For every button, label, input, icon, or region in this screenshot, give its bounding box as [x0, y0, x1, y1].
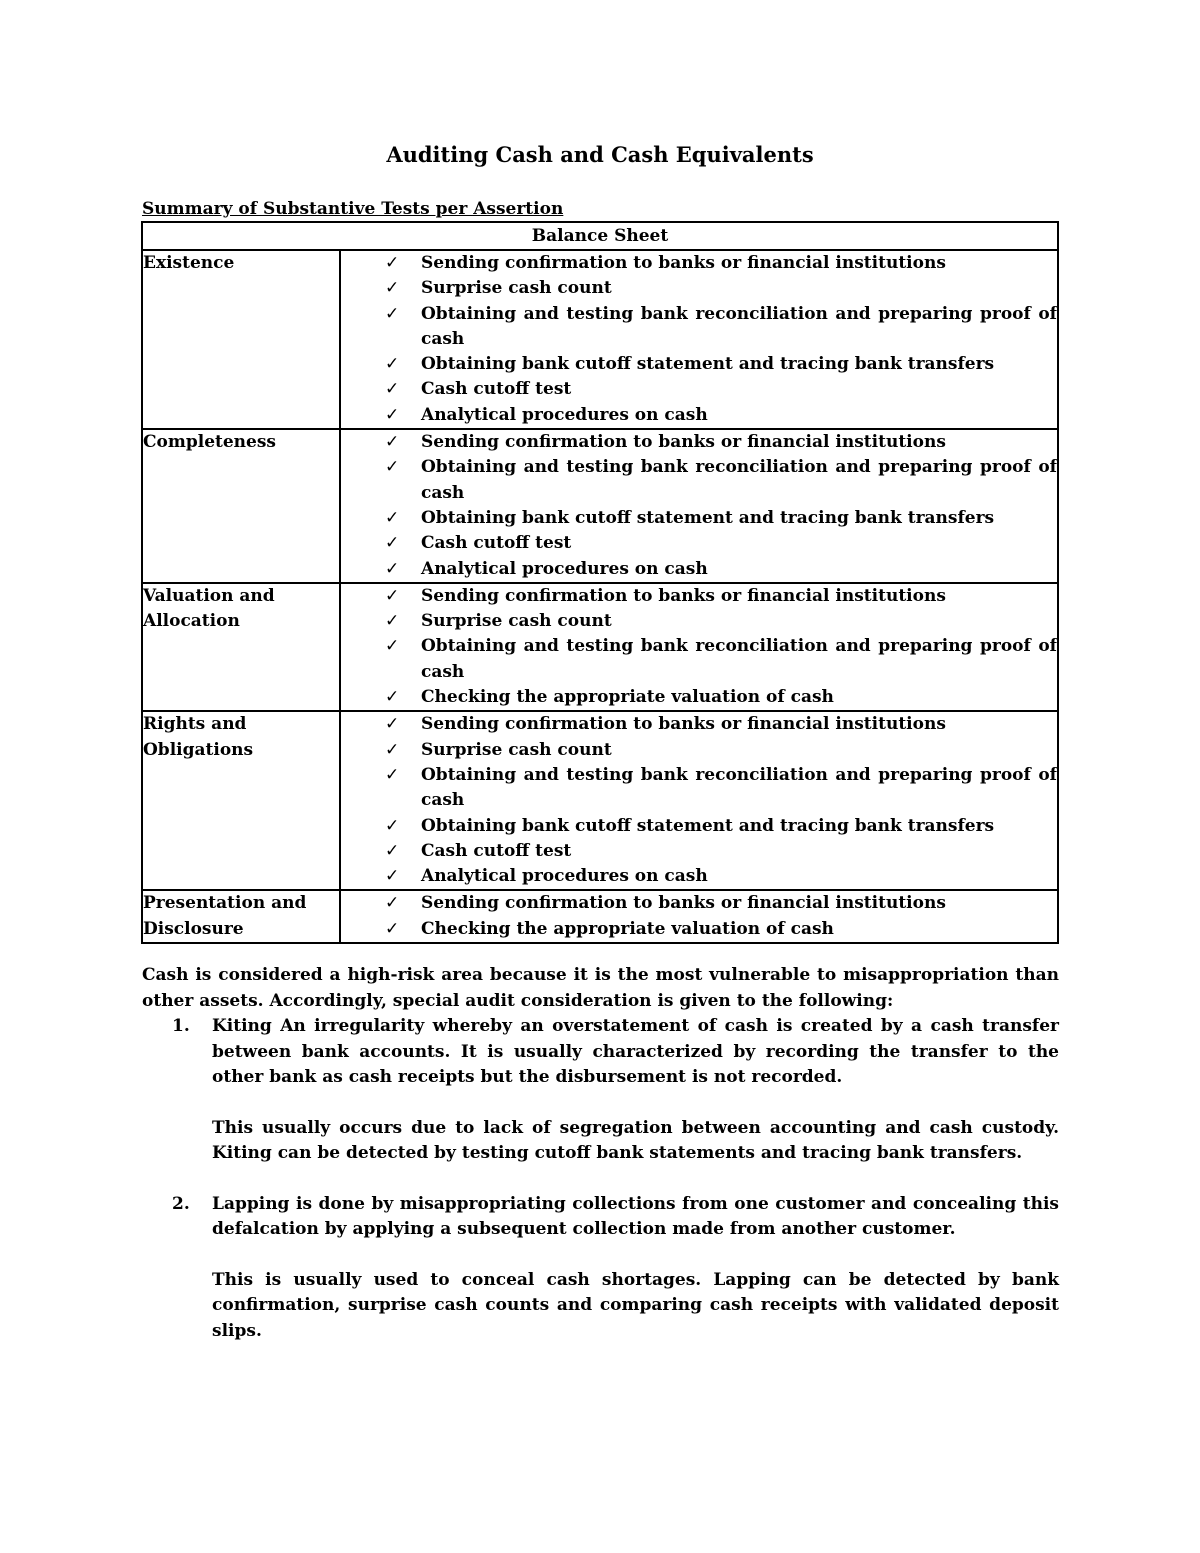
table-row [142, 429, 1058, 583]
table-row [142, 250, 1058, 429]
procedure-item [341, 584, 1057, 609]
checkmark-icon: ✓ [385, 714, 400, 735]
procedure-text: Cash cutoff test [421, 840, 572, 861]
checkmark-icon: ✓ [385, 253, 400, 273]
spacer [212, 1243, 1059, 1268]
checkmark-icon: ✓ [385, 739, 400, 760]
procedure-item [341, 531, 1057, 556]
checkmark-icon: ✓ [385, 764, 400, 785]
discussion-section [142, 963, 1059, 1344]
procedure-text: Obtaining bank cutoff statement and tracing bank transfers [421, 507, 995, 528]
assertion-cell: Rights and Obligations [142, 711, 340, 890]
procedure-list [341, 251, 1057, 428]
procedure-text: Sending confirmation to banks or financial institutions [421, 714, 946, 735]
procedure-item [341, 763, 1057, 814]
procedure-item [341, 455, 1057, 506]
table-row [142, 890, 1058, 943]
checkmark-icon: ✓ [385, 918, 400, 939]
checkmark-icon: ✓ [385, 866, 400, 887]
procedures-cell [340, 583, 1058, 711]
item-definition [212, 1192, 1059, 1243]
procedure-item [341, 403, 1057, 428]
procedure-item [341, 557, 1057, 582]
checkmark-icon: ✓ [385, 457, 400, 478]
procedure-item [341, 276, 1057, 301]
procedure-list [341, 430, 1057, 582]
item-definition-text: is done by misappropriating collections from one customer and concealing this defalcation by applying a subsequent collection made from another customer. [212, 1193, 1059, 1239]
assertion-cell: Existence [142, 250, 340, 429]
procedure-item [341, 302, 1057, 353]
procedure-text: Cash cutoff test [421, 533, 572, 554]
procedure-text: Analytical procedures on cash [421, 558, 708, 579]
procedure-text: Surprise cash count [421, 278, 612, 299]
procedure-text: Obtaining bank cutoff statement and tracing bank transfers [421, 354, 995, 375]
table-caption: Summary of Substantive Tests per Assertion [142, 199, 564, 219]
item-note: This usually occurs due to lack of segregation between accounting and cash custody. Kiting can be detected by testing cutoff bank statements and tracing bank transfers. [212, 1117, 1059, 1163]
item-number: 2. [172, 1193, 190, 1214]
spacer [142, 1167, 1059, 1192]
checkmark-icon: ✓ [385, 558, 400, 579]
table-header: Balance Sheet [142, 222, 1058, 250]
procedure-text: Sending confirmation to banks or financial institutions [421, 253, 946, 273]
document-title: Auditing Cash and Cash Equivalents [386, 142, 814, 167]
checkmark-icon: ✓ [385, 840, 400, 861]
list-item [142, 1014, 1059, 1167]
checkmark-icon: ✓ [385, 303, 400, 324]
procedure-item [341, 506, 1057, 531]
procedure-item [341, 864, 1057, 889]
procedure-item [341, 634, 1057, 685]
procedure-item [341, 839, 1057, 864]
procedure-list [341, 584, 1057, 710]
procedure-text: Obtaining and testing bank reconciliation and preparing proof of cash [421, 457, 1057, 503]
spacer [212, 1091, 1059, 1116]
checkmark-icon: ✓ [385, 354, 400, 375]
procedure-text: Analytical procedures on cash [421, 404, 708, 425]
procedures-cell [340, 711, 1058, 890]
procedure-list [341, 891, 1057, 942]
item-number: 1. [172, 1016, 190, 1036]
item-definition-text: An irregularity whereby an overstatement of cash is created by a cash transfer between bank accounts. It is usually characterized by recording the transfer to the other bank as cash receipts but the disbursement is not recorded. [212, 1016, 1060, 1087]
checkmark-icon: ✓ [385, 379, 400, 400]
item-term: Lapping [212, 1193, 290, 1214]
procedure-item [341, 685, 1057, 710]
procedure-item [341, 251, 1057, 276]
procedure-text: Obtaining and testing bank reconciliation and preparing proof of cash [421, 636, 1057, 682]
assertion-cell: Completeness [142, 429, 340, 583]
procedure-text: Obtaining and testing bank reconciliation and preparing proof of cash [421, 303, 1057, 349]
item-definition [212, 1014, 1059, 1091]
procedure-text: Analytical procedures on cash [421, 866, 708, 887]
item-note: This is usually used to conceal cash shortages. Lapping can be detected by bank confirmation, surprise cash counts and comparing cash receipts with validated deposit slips. [212, 1269, 1059, 1341]
procedure-item [341, 377, 1057, 402]
procedure-item [341, 891, 1057, 916]
procedure-item [341, 352, 1057, 377]
procedure-text: Checking the appropriate valuation of cash [421, 918, 834, 939]
checkmark-icon: ✓ [385, 585, 400, 606]
table-body [142, 250, 1058, 943]
procedure-text: Surprise cash count [421, 611, 612, 632]
procedure-item [341, 738, 1057, 763]
procedure-text: Surprise cash count [421, 739, 612, 760]
procedure-text: Checking the appropriate valuation of cash [421, 687, 834, 708]
procedure-item [341, 814, 1057, 839]
procedure-item [341, 917, 1057, 942]
procedure-text: Obtaining bank cutoff statement and tracing bank transfers [421, 815, 995, 836]
checkmark-icon: ✓ [385, 893, 400, 914]
procedures-cell [340, 890, 1058, 943]
table-row [142, 711, 1058, 890]
assertion-cell: Valuation and Allocation [142, 583, 340, 711]
checkmark-icon: ✓ [385, 278, 400, 299]
checkmark-icon: ✓ [385, 432, 400, 453]
checkmark-icon: ✓ [385, 404, 400, 425]
checkmark-icon: ✓ [385, 533, 400, 554]
checkmark-icon: ✓ [385, 507, 400, 528]
table-row [142, 583, 1058, 711]
procedure-text: Sending confirmation to banks or financial institutions [421, 432, 946, 453]
checkmark-icon: ✓ [385, 611, 400, 632]
checkmark-icon: ✓ [385, 636, 400, 657]
item-term: Kiting [212, 1016, 272, 1036]
assertion-cell: Presentation and Disclosure [142, 890, 340, 943]
procedures-cell [340, 429, 1058, 583]
special-considerations-list [142, 1014, 1059, 1344]
list-item [142, 1192, 1059, 1345]
substantive-tests-table [141, 221, 1059, 944]
intro-paragraph: Cash is considered a high-risk area because it is the most vulnerable to misappropriation than other assets. Accordingly, special audit consideration is given to the following: [142, 965, 1059, 1011]
checkmark-icon: ✓ [385, 815, 400, 836]
procedure-item [341, 430, 1057, 455]
procedure-text: Obtaining and testing bank reconciliation and preparing proof of cash [421, 764, 1057, 811]
procedure-text: Cash cutoff test [421, 379, 572, 400]
procedure-item [341, 712, 1057, 737]
procedure-list [341, 712, 1057, 889]
checkmark-icon: ✓ [385, 687, 400, 708]
procedure-text: Sending confirmation to banks or financial institutions [421, 893, 946, 914]
procedures-cell [340, 250, 1058, 429]
procedure-item [341, 609, 1057, 634]
procedure-text: Sending confirmation to banks or financial institutions [421, 585, 946, 606]
